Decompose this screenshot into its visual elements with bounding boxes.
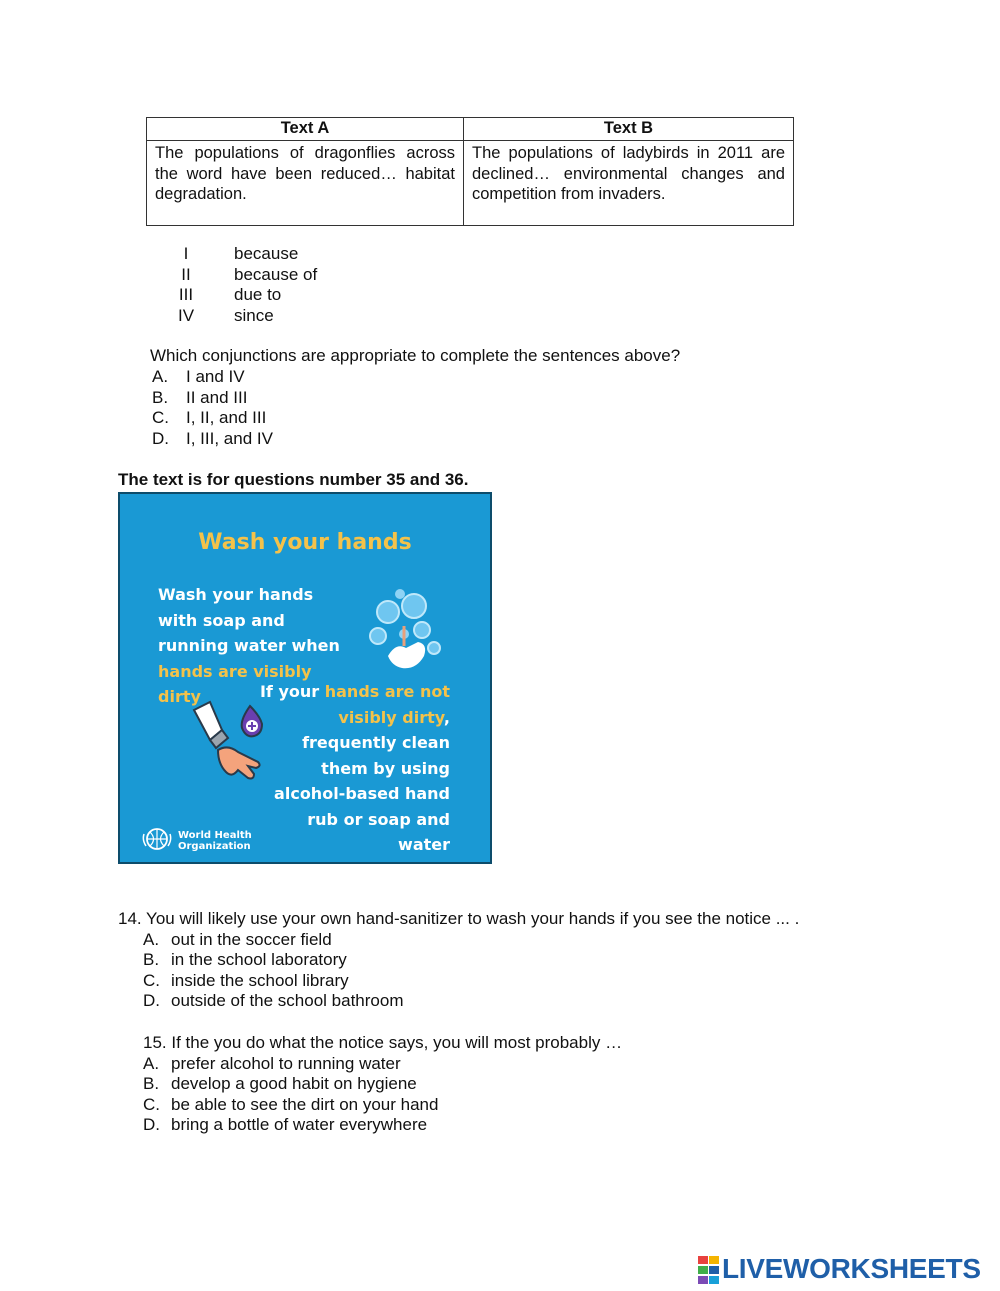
section-heading: The text is for questions number 35 and 36.: [118, 470, 469, 489]
choice-letter: D.: [143, 1115, 160, 1134]
who-emblem-icon: [142, 826, 172, 852]
choice-text: bring a bottle of water everywhere: [171, 1115, 428, 1134]
question-15: 15. If the you do what the notice says, you will most probably …: [143, 1033, 623, 1052]
choice-text: develop a good habit on hygiene: [171, 1074, 417, 1093]
table-header-row: [147, 118, 794, 141]
choice-letter: C.: [143, 1094, 160, 1114]
choice-letter: B.: [143, 950, 160, 969]
poster-p1-highlight: hands are visibly dirty: [158, 661, 312, 706]
choice-letter: A.: [152, 367, 169, 386]
choice-text: inside the school library: [171, 970, 349, 990]
choice-letter: B.: [152, 387, 169, 407]
choice-letter: A.: [143, 1053, 160, 1073]
choice-letter: C.: [143, 970, 160, 990]
choice-letter: A.: [143, 929, 160, 949]
poster-p2-highlight: hands are not visibly dirty: [324, 682, 450, 727]
choice-text: outside of the school bathroom: [171, 991, 404, 1010]
conjunction-numeral: IV: [177, 305, 195, 325]
conjunction-text: due to: [234, 285, 282, 304]
question-14: 14. You will likely use your own hand-sanitizer to wash your hands if you see the notice ... .: [118, 909, 800, 928]
poster-title: Wash your hands: [198, 530, 412, 555]
question-conjunctions: Which conjunctions are appropriate to complete the sentences above?: [150, 346, 681, 365]
wash-hands-poster: [118, 492, 492, 864]
conjunction-numeral: I: [183, 244, 189, 263]
liveworksheets-logo-icon: [698, 1256, 720, 1284]
conjunction-numeral: II: [181, 264, 191, 284]
choice-text: II and III: [186, 387, 248, 407]
table-header-text-b: Text B: [464, 118, 794, 141]
choice-letter: D.: [143, 991, 160, 1010]
table-cell-text-a: The populations of dragonflies across the word have been reduced… habitat degradation.: [147, 141, 464, 226]
choice-text: I, III, and IV: [186, 428, 273, 448]
poster-p2-text-end: , frequently clean them by using alcohol-based hand rub or soap and water: [274, 707, 450, 854]
choice-text: prefer alcohol to running water: [171, 1053, 401, 1073]
hand-sanitizer-icon: [188, 700, 276, 792]
choice-letter: D.: [152, 428, 169, 448]
table-row: [147, 141, 794, 226]
poster-p1-text: Wash your hands with soap and running water when: [158, 585, 340, 655]
who-org-name: World Health Organization: [178, 830, 252, 852]
conjunction-numeral: III: [178, 285, 194, 304]
liveworksheets-brand[interactable]: LIVEWORKSHEETS: [722, 1253, 981, 1284]
conjunction-text: because: [234, 244, 299, 263]
choice-text: out in the soccer field: [171, 929, 332, 949]
table-header-text-a: Text A: [147, 118, 464, 141]
choice-text: in the school laboratory: [171, 950, 347, 969]
handwashing-bubbles-icon: [366, 586, 446, 678]
choice-text: be able to see the dirt on your hand: [171, 1094, 439, 1114]
choice-text: I and IV: [186, 367, 245, 386]
table-cell-text-b: The populations of ladybirds in 2011 are declined… environmental changes and competition from invaders.: [464, 141, 794, 226]
conjunction-text: since: [234, 305, 274, 325]
choice-text: I, II, and III: [186, 408, 267, 427]
text-comparison-table: [146, 117, 794, 226]
poster-p2-text: If your: [259, 682, 325, 701]
poster-paragraph-2: [250, 679, 450, 858]
conjunction-text: because of: [234, 264, 318, 284]
choice-letter: B.: [143, 1074, 160, 1093]
choice-letter: C.: [152, 408, 169, 427]
